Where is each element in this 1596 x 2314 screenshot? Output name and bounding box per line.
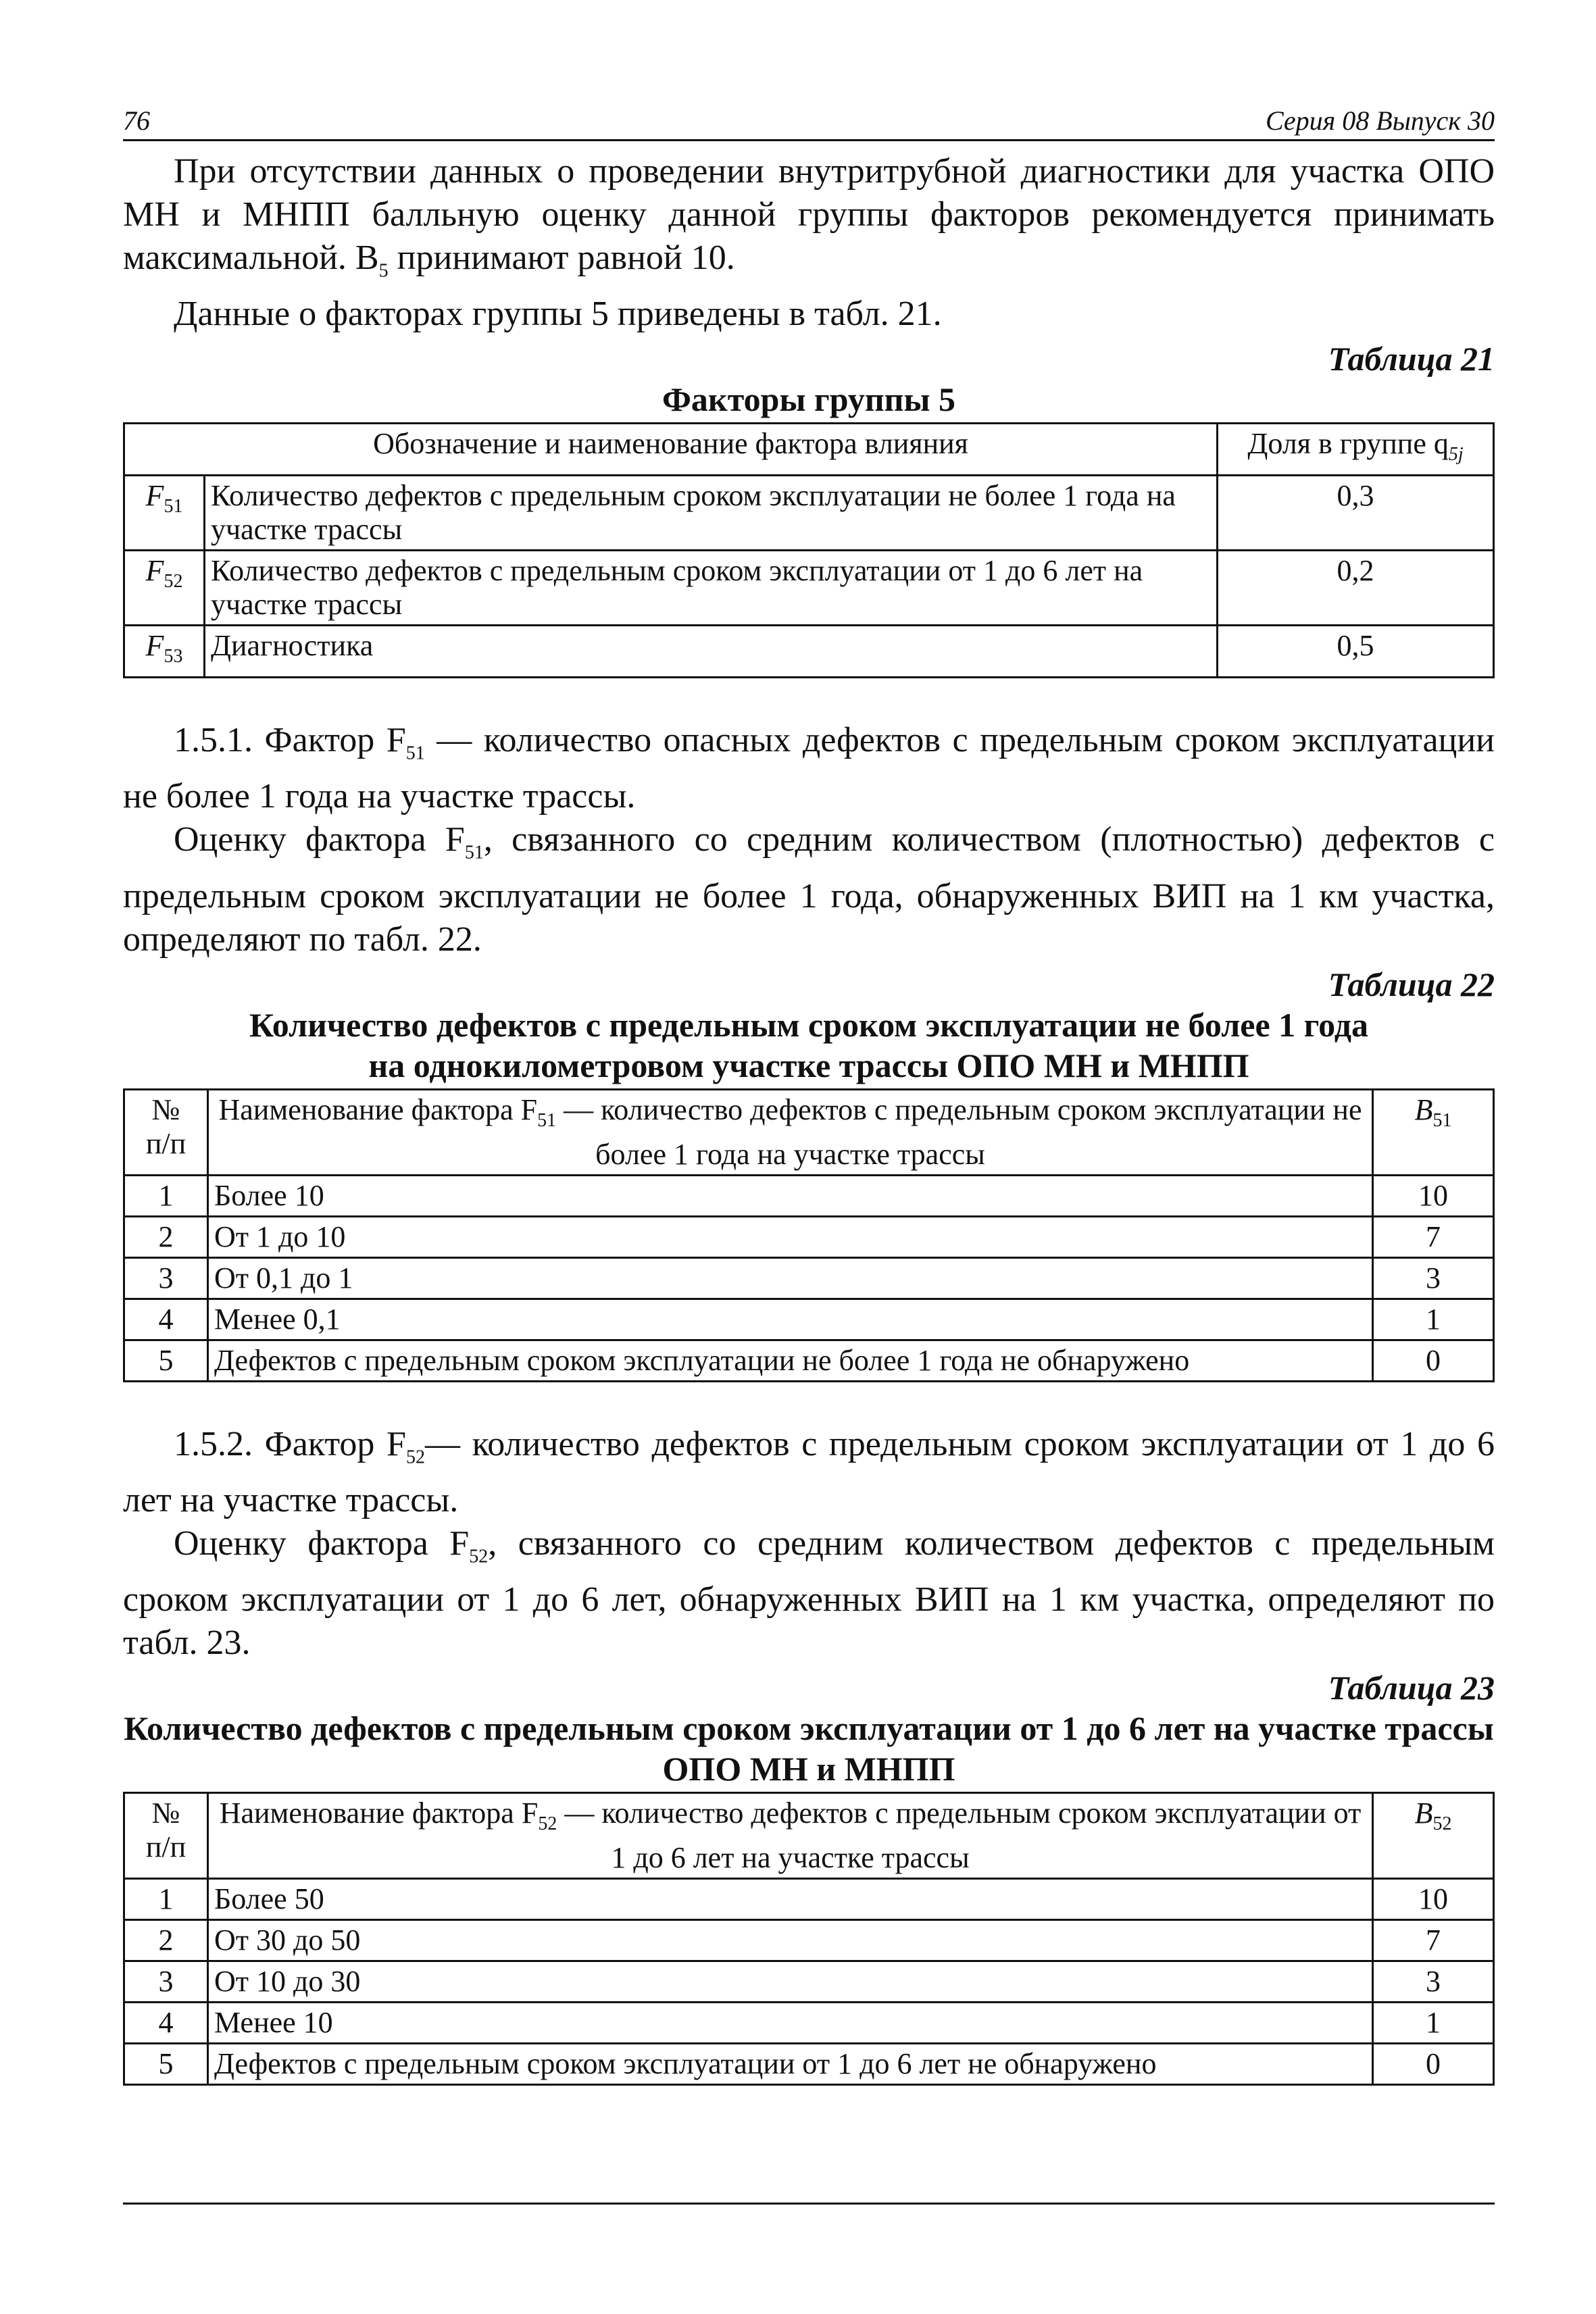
- row-score: 10: [1373, 1879, 1494, 1920]
- row-score: 7: [1373, 1216, 1494, 1257]
- header-text: Наименование фактора F: [219, 1796, 539, 1830]
- row-name: Дефектов с предельным сроком эксплуатации не более 1 года не обнаружено: [208, 1340, 1373, 1381]
- row-score: 3: [1373, 1257, 1494, 1299]
- body-text: 1.5.2. Фактор F: [174, 1424, 406, 1463]
- row-number: 2: [124, 1920, 208, 1961]
- row-number: 4: [124, 2003, 208, 2044]
- table23-title-line-1: Количество дефектов с предельным сроком эксплуатации от 1 до 6 лет на участке трассы: [124, 1709, 1494, 1748]
- header-text: Наименование фактора F: [218, 1092, 538, 1126]
- subscript: 5j: [1448, 444, 1464, 466]
- table-row: [124, 1299, 1494, 1340]
- column-header-number: [124, 1793, 208, 1879]
- row-name: От 1 до 10: [208, 1216, 1373, 1257]
- subscript: 51: [1432, 1109, 1452, 1131]
- table-row: [124, 1216, 1494, 1257]
- factor-share: 0,5: [1218, 626, 1494, 678]
- section-1-5-1-paragraph-1: [123, 719, 1495, 818]
- row-number: 3: [124, 1257, 208, 1299]
- header-text: п/п: [145, 1126, 186, 1160]
- table-row: [124, 1340, 1494, 1381]
- row-number: 1: [124, 1879, 208, 1920]
- table23: [123, 1792, 1495, 2086]
- table22-title-line-1: Количество дефектов с предельным сроком эксплуатации не более 1 года: [249, 1005, 1368, 1044]
- subscript: 52: [538, 1813, 557, 1835]
- body-text: Оценку фактора F: [174, 1524, 470, 1563]
- column-header-name: [208, 1793, 1373, 1879]
- table21: [123, 422, 1495, 678]
- row-score: 1: [1373, 1299, 1494, 1340]
- subscript: 52: [469, 1546, 489, 1567]
- row-name: Менее 0,1: [208, 1299, 1373, 1340]
- factor-name: Количество дефектов с предельным сроком эксплуатации не более 1 года на участке трассы: [205, 476, 1218, 551]
- row-score: 10: [1373, 1175, 1494, 1216]
- table23-title-line-2: ОПО МН и МНПП: [662, 1750, 955, 1788]
- table22: [123, 1088, 1495, 1382]
- subscript: 53: [164, 645, 183, 667]
- header-text: — количество дефектов с предельным сроком эксплуатации от 1 до 6 лет на участке трассы: [557, 1796, 1362, 1875]
- column-header-name: [208, 1089, 1373, 1175]
- page-header: [123, 101, 1495, 141]
- subscript: 51: [164, 495, 183, 517]
- column-header-name: Обозначение и наименование фактора влияния: [124, 424, 1218, 476]
- row-number: 5: [124, 1340, 208, 1381]
- subscript: 51: [537, 1109, 557, 1131]
- table-row: [124, 1961, 1494, 2003]
- table22-caption: Таблица 22: [1328, 965, 1495, 1003]
- table-row: [124, 626, 1494, 678]
- header-text: Доля в группе q: [1247, 427, 1449, 461]
- factor-name: Количество дефектов с предельным сроком эксплуатации от 1 до 6 лет на участке трассы: [205, 551, 1218, 626]
- header-text: №: [151, 1796, 180, 1830]
- header-text: №: [151, 1092, 180, 1126]
- symbol: F: [145, 479, 164, 513]
- row-name: Менее 10: [208, 2003, 1373, 2044]
- factor-share: 0,3: [1218, 476, 1494, 551]
- row-number: 5: [124, 2044, 208, 2085]
- table-row: [124, 2044, 1494, 2085]
- factor-name: Диагностика: [205, 626, 1218, 678]
- subscript: 52: [1432, 1813, 1452, 1835]
- factor-symbol: [124, 551, 205, 626]
- section-1-5-1-paragraph-2: [123, 818, 1495, 961]
- table-header-row: [124, 424, 1494, 476]
- table-row: [124, 1257, 1494, 1299]
- row-name: От 30 до 50: [208, 1920, 1373, 1961]
- table-row: [124, 476, 1494, 551]
- table22-title-line-2: на однокилометровом участке трассы ОПО МН и МНПП: [368, 1046, 1249, 1084]
- header-text: B: [1414, 1796, 1433, 1830]
- header-text: — количество дефектов с предельным сроком эксплуатации не более 1 года на участке трассы: [556, 1092, 1362, 1171]
- row-score: 1: [1373, 2003, 1494, 2044]
- subscript: 51: [464, 842, 484, 863]
- column-header-score: [1373, 1793, 1494, 1879]
- intro-text: При отсутствии данных о проведении внутритрубной диагностики для участка ОПО МН и МНПП балльную оценку данной группы факторов рекомендуется принимать максимальной. B: [123, 152, 1495, 277]
- symbol: F: [145, 554, 164, 588]
- subscript: 51: [405, 743, 425, 764]
- row-number: 3: [124, 1961, 208, 2003]
- row-name: От 10 до 30: [208, 1961, 1373, 2003]
- body-text: , связанного со средним количеством дефектов с предельным сроком эксплуатации от 1 до 6 лет, обнаруженных ВИП на 1 км участка, определяют по табл. 23.: [123, 1524, 1495, 1663]
- body-text: Оценку фактора F: [174, 820, 465, 859]
- factor-symbol: [124, 476, 205, 551]
- page-content: [123, 150, 1495, 2086]
- table-row: [124, 1175, 1494, 1216]
- intro-paragraph-2: Данные о факторах группы 5 приведены в табл. 21.: [174, 295, 942, 334]
- header-text: п/п: [145, 1830, 186, 1864]
- table-header-row: [124, 1793, 1494, 1879]
- body-text: — количество дефектов с предельным сроком эксплуатации от 1 до 6 лет на участке трассы.: [123, 1424, 1495, 1519]
- row-name: Более 50: [208, 1879, 1373, 1920]
- row-score: 3: [1373, 1961, 1494, 2003]
- table-row: [124, 2003, 1494, 2044]
- table23-caption: Таблица 23: [1328, 1669, 1495, 1707]
- subscript: 52: [405, 1446, 425, 1467]
- row-score: 7: [1373, 1920, 1494, 1961]
- series-label: Серия 08 Выпуск 30: [1265, 105, 1495, 136]
- factor-symbol: [124, 626, 205, 678]
- body-text: 1.5.1. Фактор F: [174, 720, 406, 759]
- factor-share: 0,2: [1218, 551, 1494, 626]
- page-number: 76: [123, 105, 150, 136]
- symbol: F: [145, 629, 164, 663]
- footer-rule: [123, 2203, 1495, 2205]
- intro-paragraph-1: [123, 150, 1495, 293]
- row-number: 4: [124, 1299, 208, 1340]
- body-text: , связанного со средним количеством (плотностью) дефектов с предельным сроком эксплуатации не более 1 года, обнаруженных ВИП на 1 км участка, определяют по табл. 22.: [123, 820, 1495, 959]
- table-row: [124, 551, 1494, 626]
- section-1-5-2-paragraph-2: [123, 1522, 1495, 1665]
- intro-text: принимают равной 10.: [388, 238, 735, 277]
- subscript: 52: [164, 570, 183, 592]
- row-score: 0: [1373, 2044, 1494, 2085]
- row-name: От 0,1 до 1: [208, 1257, 1373, 1299]
- table-row: [124, 1920, 1494, 1961]
- table-header-row: [124, 1089, 1494, 1175]
- body-text: — количество опасных дефектов с предельным сроком эксплуатации не более 1 года на участке трассы.: [123, 720, 1495, 816]
- section-1-5-2-paragraph-1: [123, 1423, 1495, 1522]
- column-header-score: [1373, 1089, 1494, 1175]
- table21-caption: Таблица 21: [1328, 340, 1495, 378]
- column-header-number: [124, 1089, 208, 1175]
- row-number: 2: [124, 1216, 208, 1257]
- table-row: [124, 1879, 1494, 1920]
- row-name: Более 10: [208, 1175, 1373, 1216]
- row-name: Дефектов с предельным сроком эксплуатации от 1 до 6 лет не обнаружено: [208, 2044, 1373, 2085]
- subscript: 5: [378, 260, 389, 282]
- row-score: 0: [1373, 1340, 1494, 1381]
- header-text: B: [1414, 1092, 1433, 1126]
- column-header-share: [1218, 424, 1494, 476]
- row-number: 1: [124, 1175, 208, 1216]
- table21-title: Факторы группы 5: [662, 380, 955, 419]
